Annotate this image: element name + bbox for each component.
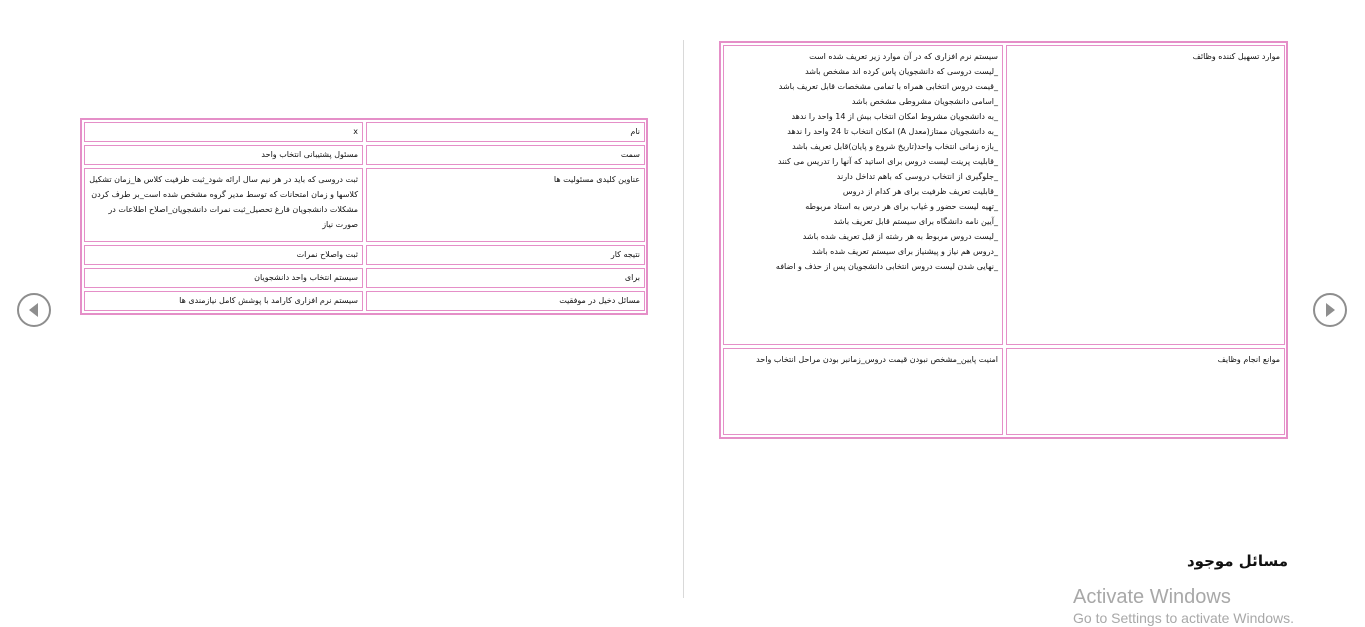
table-cell-label: مسائل دخیل در موفقیت — [366, 291, 645, 311]
list-item: _نهایی شدن لیست دروس انتخابی دانشجویان پس از حذف و اضافه — [775, 262, 998, 271]
list-item: _به دانشجویان مشروط امکان انتخاب بیش از 14 واحد را ندهد — [791, 112, 998, 121]
table-cell-value: ثبت واصلاح نمرات — [84, 245, 363, 265]
list-item: _تهیه لیست حضور و غیاب برای هر درس به استاد مربوطه — [805, 202, 998, 211]
table-cell-label: عناوین کلیدی مسئولیت ها — [366, 168, 645, 242]
watermark-line-2: Go to Settings to activate Windows. — [1073, 610, 1294, 626]
table-cell-value: سیستم انتخاب واحد دانشجویان — [84, 268, 363, 288]
table-cell-label: نتیجه کار — [366, 245, 645, 265]
next-page-button[interactable] — [1313, 293, 1347, 327]
table-cell-value: x — [84, 122, 363, 142]
table-cell-label: نام — [366, 122, 645, 142]
list-item: _قابلیت پرینت لیست دروس برای اساتید که آنها را تدریس می کنند — [777, 157, 998, 166]
list-item: _دروس هم نیاز و پیشنیاز برای سیستم تعریف شده باشد — [812, 247, 998, 256]
list-item: _لیست دروس مربوط به هر رشته از قبل تعریف شده باشد — [802, 232, 998, 241]
table-cell-value: ثبت دروسی که باید در هر نیم سال ارائه شود_ثبت ظرفیت کلاس ها_زمان تشکیل کلاسها و زمان امتحانات که توسط مدیر گروه مشخص شده است_بر طرف کردن مشکلات دانشجویان فارغ تحصیل_ثبت نمرات دانشجویان_اصلاح اطلاعات در صورت نیاز — [84, 168, 363, 242]
chevron-left-icon — [27, 302, 41, 318]
table-cell-label: سمت — [366, 145, 645, 165]
list-item: _به دانشجویان ممتاز(معدل A) امکان انتخاب تا 24 واحد را ندهد — [787, 127, 998, 136]
obstacles-value: امنیت پایین_مشخص نبودن قیمت دروس_زمانبر بودن مراحل انتخاب واحد — [723, 348, 1003, 435]
list-item: سیستم نرم افزاری که در آن موارد زیر تعریف شده است — [809, 52, 998, 61]
list-item: _قیمت دروس انتخابی همراه با تمامی مشخصات قابل تعریف باشد — [778, 82, 998, 91]
table-cell-value: مسئول پشتیبانی انتخاب واحد — [84, 145, 363, 165]
chevron-right-icon — [1323, 302, 1337, 318]
table-cell-value: سیستم نرم افزاری کارامد با پوشش کامل نیازمندی ها — [84, 291, 363, 311]
list-item: _قابلیت تعریف ظرفیت برای هر کدام از دروس — [842, 187, 998, 196]
facilitators-label: موارد تسهیل کننده وظائف — [1006, 45, 1285, 345]
facilitators-table — [719, 41, 1288, 439]
facilitators-list — [723, 45, 1003, 345]
list-item: _آیین نامه دانشگاه برای سیستم قابل تعریف باشد — [833, 217, 998, 226]
section-title: مسائل موجود — [1186, 552, 1288, 570]
obstacles-label: موانع انجام وظایف — [1006, 348, 1285, 435]
watermark-line-1: Activate Windows — [1073, 586, 1231, 608]
table-cell-label: برای — [366, 268, 645, 288]
list-item: _اسامی دانشجویان مشروطی مشخص باشد — [851, 97, 998, 106]
previous-page-button[interactable] — [17, 293, 51, 327]
list-item: _لیست دروسی که دانشجویان پاس کرده اند مشخص باشد — [805, 67, 998, 76]
page-divider — [683, 40, 684, 598]
role-info-table — [80, 118, 648, 315]
list-item: _جلوگیری از انتخاب دروسی که باهم تداخل دارند — [836, 172, 998, 181]
list-item: _بازه زمانی انتخاب واحد(تاریخ شروع و پایان)قابل تعریف باشد — [792, 142, 998, 151]
